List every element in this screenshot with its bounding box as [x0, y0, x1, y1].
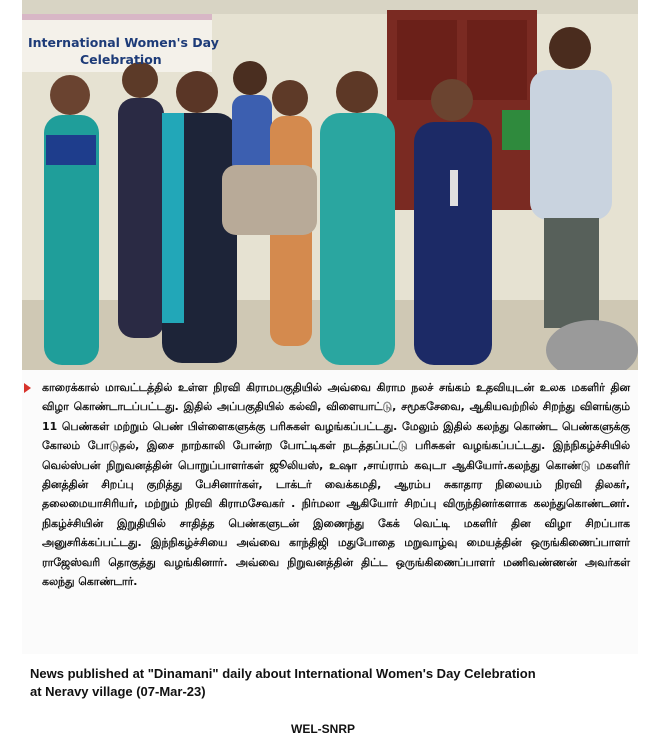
caption	[30, 665, 630, 701]
article-text: காரைக்கால் மாவட்டத்தில் உள்ள நிரவி கிராமபகுதியில் அவ்வை கிராம நலச் சங்கம் உதவியுடன் உலக மகளிர் தின விழா கொண்டாடப்பட்டது. இதில் அப்பகுதியில் கல்வி, விளையாட்டு, சமூகசேவை, ஆகியவற்றில் சிறந்து விளங்கும் 11 பெண்கள் மற்றும் பெண் பிள்ளைகளுக்கு பரிசுகள் வழங்கப்பட்டது. மேலும் இதில் கலந்து கொண்ட பெண்களுக்கு கோலம் போடுதல், இசை நாற்காலி போன்ற போட்டிகள் நடத்தப்பட்டு பரிசுகள் வழங்கப்பட்டது. இந்நிகழ்ச்சியில் வெல்ஸ்பன் நிறுவனத்தின் பொறுப்பாளர்கள் ஜூலியஸ், உஷா ,சாய்ராம் கவுடா ஆகியோர்.கலந்து கொண்டு மகளிர் தினத்தின் சிறப்பு குறித்து பேசினார்கள், டாக்டர் வைக்கமதி, ஆரம்ப சுகாதார நிலையம் நிரவி திலகர், தலைமையாசிரியர், மற்றும் நிரவி கிராமசேவகர் . நிர்மலா ஆகியோர் சிறப்பு விருந்தினர்களாக கலந்துகொண்டனர். நிகழ்ச்சியின் இறுதியில் சாதித்த பெண்களுடன் இணைந்து கேக் வெட்டி மகளிர் தின விழா சிறப்பாக அனுசரிக்கப்பட்டது. இந்நிகழ்ச்சியை அவ்வை காந்திஜி மதுபோதை மறுவாழ்வு மையத்தின் ஒருங்கிணைப்பாளர் ராஜேஸ்வரி தொகுத்து வழங்கினார். அவ்வை நிறுவனத்தின் திட்ட ஒருங்கிணைப்பாளர் மணிவண்ணன் அவர்கள் கலந்து கொண்டார்.	[42, 381, 630, 589]
newspaper-clipping	[22, 0, 638, 654]
red-bullet-icon	[24, 383, 31, 393]
banner-text	[28, 34, 219, 68]
caption-line-2: at Neravy village (07-Mar-23)	[30, 684, 206, 699]
article-body	[22, 374, 638, 654]
caption-line-1: News published at "Dinamani" daily about International Women's Day Celebration	[30, 666, 536, 681]
person-6	[320, 71, 395, 365]
person-1	[44, 75, 99, 365]
person-2	[118, 62, 164, 338]
footer-label: WEL-SNRP	[291, 722, 355, 736]
event-photo	[22, 0, 638, 370]
person-4	[232, 61, 272, 175]
gift-package	[222, 165, 317, 235]
banner-line-1: International Women's Day	[28, 35, 219, 50]
banner-line-2: Celebration	[80, 52, 162, 67]
